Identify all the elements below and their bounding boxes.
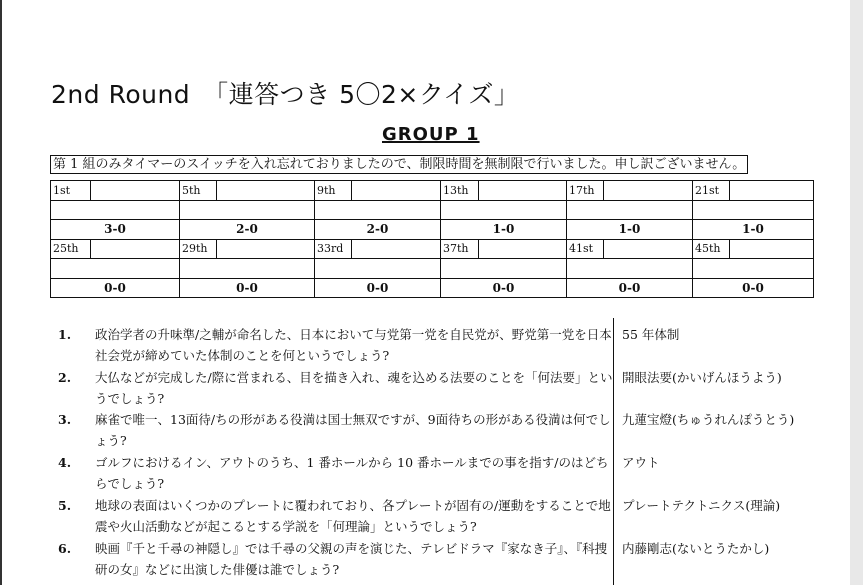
answer-text: 内藤剛志(ないとうたかし) [622, 541, 770, 556]
score-result-cell: 1-0 [441, 220, 567, 240]
answer-text: 九蓮宝燈(ちゅうれんぽうとう) [622, 412, 795, 427]
score-result-cell: 0-0 [180, 278, 315, 298]
round-name-cell [352, 181, 441, 201]
score-blank-row [51, 259, 814, 279]
score-result-cell: 0-0 [315, 278, 441, 298]
score-blank-cell [51, 200, 180, 220]
question-item [58, 538, 613, 580]
scrollbar[interactable] [850, 0, 863, 585]
score-label-row [51, 239, 814, 259]
score-label-row [51, 181, 814, 201]
score-result-cell: 3-0 [51, 220, 180, 240]
score-table [50, 180, 814, 298]
score-result-cell: 0-0 [441, 278, 567, 298]
question-number: 3. [58, 412, 72, 427]
round-label-cell: 21st [693, 181, 730, 201]
question-text: 大仏などが完成した/際に営まれる、目を描き入れ、魂を込める法要のことを「何法要」というでしょう? [95, 370, 613, 406]
round-label-cell: 45th [693, 239, 730, 259]
round-name-cell [217, 181, 315, 201]
question-text: 映画『千と千尋の神隠し』では千尋の父親の声を演じた、テレビドラマ『家なき子』、『科捜研の女』などに出演した俳優は誰でしょう? [95, 541, 608, 577]
question-number: 6. [58, 541, 72, 556]
question-text: 麻雀で唯一、13面待/ちの形がある役満は国士無双ですが、9面待ちの形がある役満は何でしょう? [95, 412, 611, 448]
round-name-cell [217, 239, 315, 259]
round-label-cell: 13th [441, 181, 479, 201]
score-result-cell: 0-0 [693, 278, 814, 298]
round-label-cell: 29th [180, 239, 217, 259]
question-item [58, 367, 613, 409]
answer-divider [613, 318, 614, 585]
score-blank-cell [180, 200, 315, 220]
round-name-cell [730, 239, 814, 259]
score-table-body [51, 181, 814, 298]
score-blank-cell [567, 200, 693, 220]
round-name-cell [604, 181, 693, 201]
round-name-cell [91, 181, 180, 201]
round-label-cell: 37th [441, 239, 479, 259]
round-label-cell: 25th [51, 239, 91, 259]
question-item [58, 452, 613, 494]
question-text: ゴルフにおけるイン、アウトのうち、1 番ホールから 10 番ホールまでの事を指す/のはどちらでしょう? [95, 455, 609, 491]
score-result-cell: 0-0 [567, 278, 693, 298]
round-label-cell: 17th [567, 181, 604, 201]
score-blank-cell [441, 259, 567, 279]
answer-text: プレートテクトニクス(理論) [622, 498, 781, 513]
score-blank-cell [567, 259, 693, 279]
round-name-cell [352, 239, 441, 259]
score-blank-cell [693, 259, 814, 279]
score-blank-cell [180, 259, 315, 279]
score-result-row [51, 278, 814, 298]
score-result-cell: 0-0 [51, 278, 180, 298]
score-result-cell: 1-0 [693, 220, 814, 240]
score-blank-cell [315, 200, 441, 220]
score-blank-cell [441, 200, 567, 220]
round-name-cell [730, 181, 814, 201]
question-number: 2. [58, 370, 72, 385]
score-result-cell: 1-0 [567, 220, 693, 240]
round-label-cell: 41st [567, 239, 604, 259]
score-result-row [51, 220, 814, 240]
question-number: 5. [58, 498, 72, 513]
round-label-cell: 33rd [315, 239, 352, 259]
score-result-cell: 2-0 [315, 220, 441, 240]
question-item [58, 324, 613, 366]
round-name-cell [479, 239, 567, 259]
question-text: 地球の表面はいくつかのプレートに覆われており、各プレートが固有の/運動をすることで地震や火山活動などが起こるとする学説を「何理論」というでしょう? [95, 498, 611, 534]
score-blank-row [51, 200, 814, 220]
question-number: 1. [58, 327, 72, 342]
group-heading: GROUP 1 [382, 124, 480, 145]
round-name-cell [91, 239, 180, 259]
round-name-cell [604, 239, 693, 259]
round-label-cell: 9th [315, 181, 352, 201]
page-title: 2nd Round 「連答つき 5〇2×クイズ」 [51, 80, 520, 109]
answer-text: 55 年体制 [622, 327, 680, 342]
round-name-cell [479, 181, 567, 201]
round-label-cell: 1st [51, 181, 91, 201]
question-item [58, 495, 613, 537]
question-number: 4. [58, 455, 72, 470]
notice-box: 第 1 組のみタイマーのスイッチを入れ忘れておりましたので、制限時間を無制限で行いました。申し訳ございません。 [50, 155, 748, 174]
score-blank-cell [51, 259, 180, 279]
question-text: 政治学者の升味準/之輔が命名した、日本において与党第一党を自民党が、野党第一党を日本社会党が締めていた体制のことを何というでしょう? [95, 327, 612, 363]
score-blank-cell [315, 259, 441, 279]
answer-text: アウト [622, 455, 660, 470]
score-result-cell: 2-0 [180, 220, 315, 240]
question-item [58, 409, 613, 451]
round-label-cell: 5th [180, 181, 217, 201]
score-blank-cell [693, 200, 814, 220]
answer-text: 開眼法要(かいげんほうよう) [622, 370, 782, 385]
